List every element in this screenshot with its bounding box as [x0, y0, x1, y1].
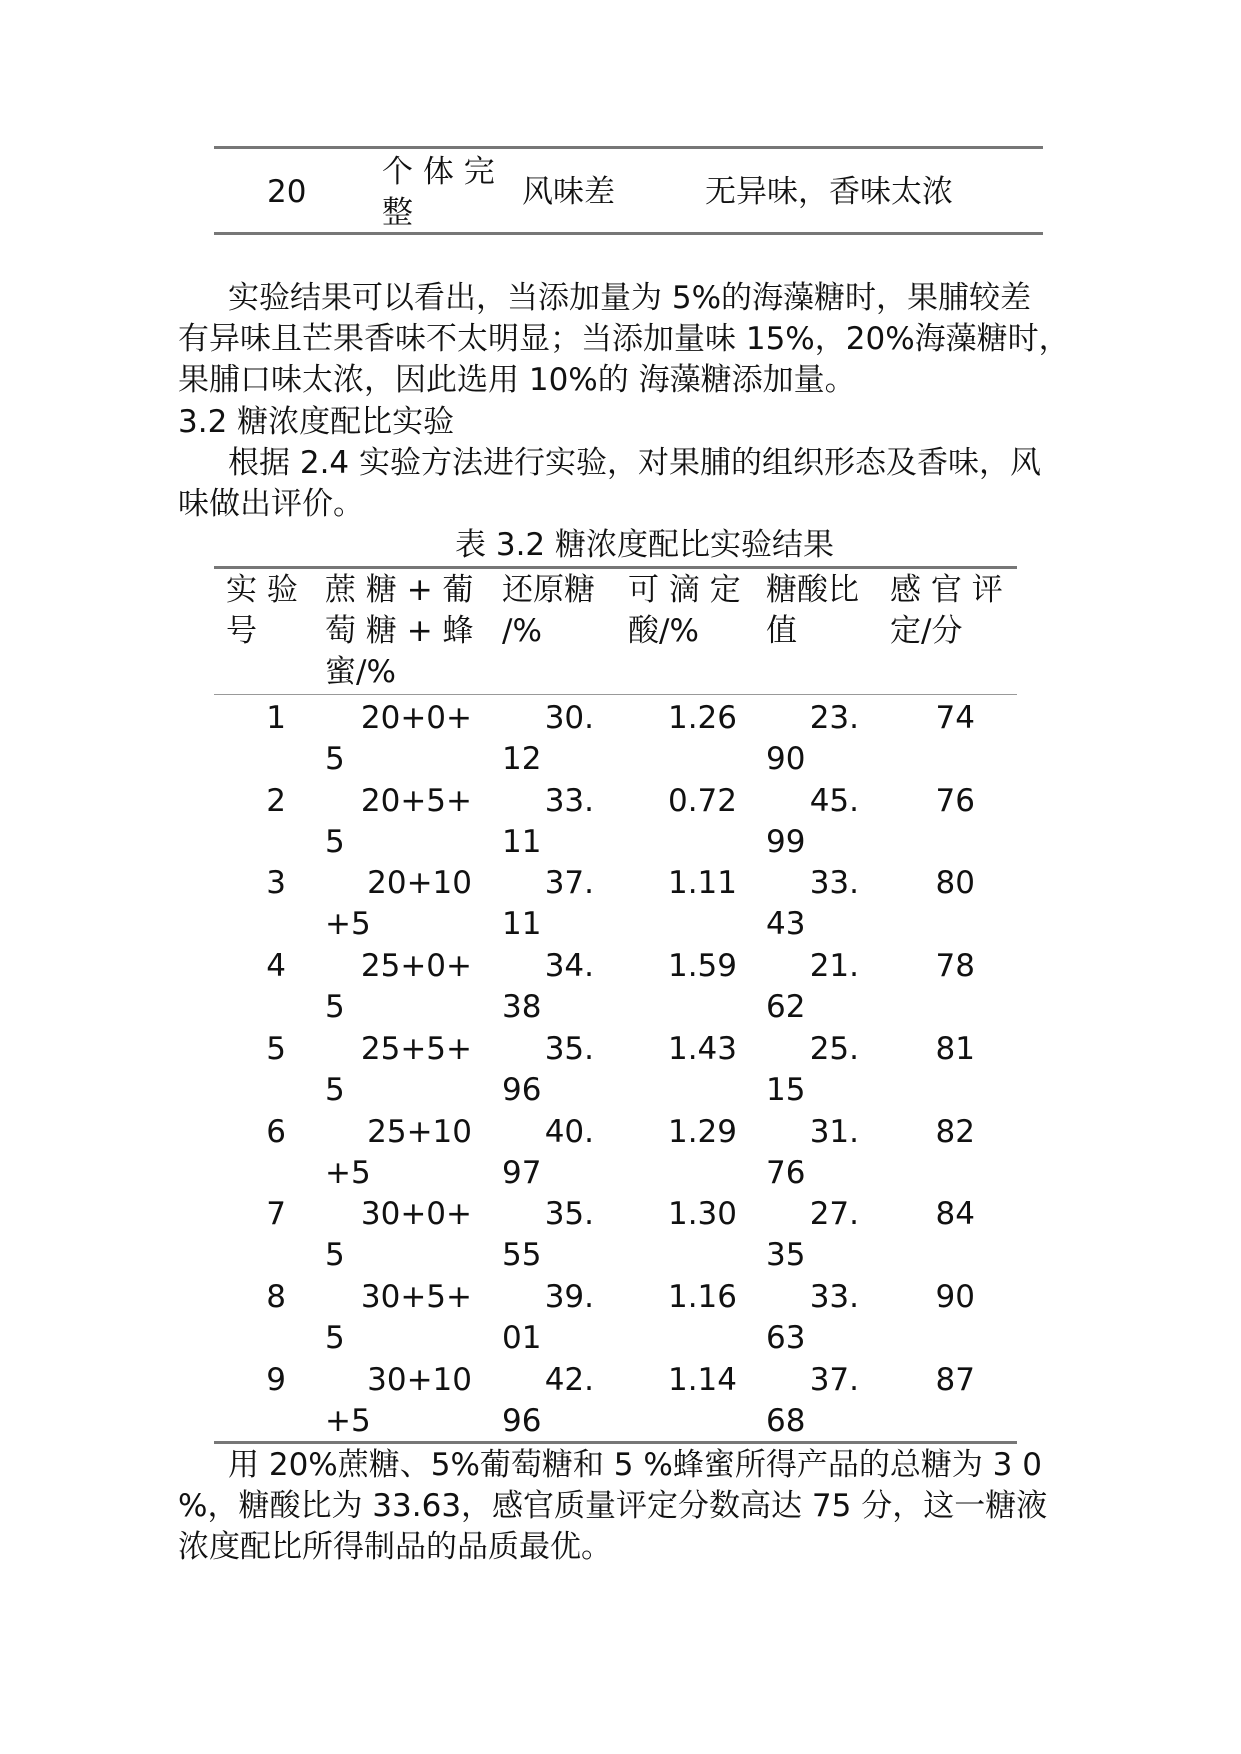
cell-sugar-acid-ratio: 45. [809, 782, 859, 819]
cell-sugar-acid-ratio-cont: 99 [766, 823, 806, 860]
header-ratio-1: 蔗 糖 + 葡 [325, 572, 474, 608]
cell-sugar-acid-ratio: 25. [809, 1030, 859, 1067]
top-table-cell-integrity-2: 整 [382, 195, 413, 231]
paragraph3-line-1: 用 20%蔗糖、5%葡萄糖和 5 %蜂蜜所得产品的总糖为 3 0 [228, 1447, 1042, 1483]
header-ratio-2: 萄 糖 + 蜂 [325, 613, 474, 649]
cell-sugar-ratio-cont: 5 [325, 1319, 345, 1356]
cell-sugar-ratio: 30+5+ [360, 1278, 472, 1315]
top-table-rule-top [214, 146, 1043, 149]
cell-sensory-score: 80 [935, 865, 975, 902]
cell-sensory-score: 78 [935, 948, 975, 985]
paragraph-method [178, 443, 1098, 525]
top-table-rule-bottom [214, 232, 1043, 235]
cell-sugar-ratio-cont: 5 [325, 1237, 345, 1274]
cell-sugar-ratio: 25+0+ [360, 948, 472, 985]
cell-sample-no: 2 [266, 782, 286, 819]
cell-reducing-sugar-cont: 38 [502, 989, 542, 1026]
cell-sample-no: 3 [266, 865, 286, 902]
paragraph1-line-1: 实验结果可以看出，当添加量为 5%的海藻糖时，果脯较差 [228, 280, 1032, 316]
cell-sugar-acid-ratio: 37. [809, 1361, 859, 1398]
cell-titratable-acid: 1.30 [667, 1196, 737, 1233]
cell-sugar-acid-ratio-cont: 76 [766, 1154, 806, 1191]
cell-sugar-ratio: 20+10 [367, 865, 472, 902]
top-table-cell-integrity-1: 个 体 完 [382, 154, 495, 190]
header-reducing-2: /% [502, 613, 542, 649]
cell-sugar-acid-ratio: 21. [809, 948, 859, 985]
header-no-1: 实 验 [226, 572, 298, 608]
cell-sugar-ratio-cont: 5 [325, 741, 345, 777]
cell-titratable-acid: 1.11 [667, 865, 737, 902]
cell-sugar-acid-ratio-cont: 62 [766, 989, 806, 1026]
cell-sugar-ratio: 30+0+ [360, 1196, 472, 1233]
paragraph-conclusion [178, 1445, 1098, 1568]
paragraph1-line-3: 果脯口味太浓，因此选用 10%的 海藻糖添加量。 [178, 362, 856, 398]
cell-reducing-sugar: 39. [544, 1278, 594, 1315]
cell-reducing-sugar: 33. [544, 782, 594, 819]
cell-reducing-sugar-cont: 96 [502, 1402, 542, 1439]
cell-sensory-score: 81 [935, 1030, 975, 1067]
cell-sugar-ratio-cont: +5 [325, 1154, 371, 1191]
cell-reducing-sugar-cont: 97 [502, 1154, 542, 1191]
cell-reducing-sugar-cont: 11 [502, 906, 542, 943]
cell-sample-no: 1 [266, 700, 286, 736]
cell-reducing-sugar: 35. [544, 1030, 594, 1067]
cell-sample-no: 9 [266, 1361, 286, 1398]
cell-sensory-score: 87 [935, 1361, 975, 1398]
cell-sugar-acid-ratio: 33. [809, 1278, 859, 1315]
cell-titratable-acid: 1.29 [667, 1113, 737, 1150]
cell-titratable-acid: 1.14 [667, 1361, 737, 1398]
cell-sample-no: 5 [266, 1030, 286, 1067]
cell-reducing-sugar-cont: 01 [502, 1319, 542, 1356]
cell-sugar-ratio-cont: +5 [325, 906, 371, 943]
cell-sugar-acid-ratio-cont: 15 [766, 1071, 806, 1108]
cell-sugar-acid-ratio-cont: 90 [766, 741, 806, 777]
cell-sugar-ratio: 25+5+ [360, 1030, 472, 1067]
cell-titratable-acid: 1.16 [667, 1278, 737, 1315]
header-sa-ratio-1: 糖酸比 [766, 572, 859, 608]
cell-sugar-acid-ratio: 27. [809, 1196, 859, 1233]
cell-sugar-ratio: 25+10 [367, 1113, 472, 1150]
cell-titratable-acid: 1.59 [667, 948, 737, 985]
section-heading: 3.2 糖浓度配比实验 [178, 404, 455, 440]
header-sa-ratio-2: 值 [766, 613, 797, 649]
cell-sample-no: 7 [266, 1196, 286, 1233]
cell-sugar-ratio-cont: +5 [325, 1402, 371, 1439]
top-table-cell-num: 20 [267, 174, 307, 210]
cell-sensory-score: 74 [935, 700, 975, 736]
paragraph2-line-2: 味做出评价。 [178, 486, 364, 522]
paragraph3-line-2: %，糖酸比为 33.63，感官质量评定分数高达 75 分，这一糖液 [178, 1488, 1048, 1524]
cell-titratable-acid: 1.43 [667, 1030, 737, 1067]
cell-sample-no: 6 [266, 1113, 286, 1150]
cell-reducing-sugar: 37. [544, 865, 594, 902]
cell-sugar-acid-ratio: 23. [809, 700, 859, 736]
cell-titratable-acid: 0.72 [667, 782, 737, 819]
cell-sugar-ratio-cont: 5 [325, 823, 345, 860]
cell-reducing-sugar: 35. [544, 1196, 594, 1233]
cell-sample-no: 8 [266, 1278, 286, 1315]
table-rule-mid [214, 694, 1017, 695]
cell-reducing-sugar-cont: 12 [502, 741, 542, 777]
cell-reducing-sugar-cont: 55 [502, 1237, 542, 1274]
cell-sugar-acid-ratio: 31. [809, 1113, 859, 1150]
cell-reducing-sugar: 42. [544, 1361, 594, 1398]
top-table-cell-aroma: 无异味，香味太浓 [705, 174, 953, 210]
table-caption: 表 3.2 糖浓度配比实验结果 [455, 527, 835, 563]
cell-sample-no: 4 [266, 948, 286, 985]
header-acid-1: 可 滴 定 [628, 572, 741, 608]
header-no-2: 号 [226, 613, 257, 649]
cell-sensory-score: 84 [935, 1196, 975, 1233]
cell-sensory-score: 82 [935, 1113, 975, 1150]
top-table-cell-flavor: 风味差 [522, 174, 615, 210]
cell-sugar-acid-ratio-cont: 43 [766, 906, 806, 943]
header-ratio-3: 蜜/% [325, 654, 396, 690]
header-score-1: 感 官 评 [890, 572, 1003, 608]
cell-reducing-sugar: 34. [544, 948, 594, 985]
table-rule-top [214, 566, 1017, 569]
header-reducing-1: 还原糖 [502, 572, 595, 608]
paragraph1-line-2: 有异味且芒果香味不太明显；当添加量味 15%，20%海藻糖时， [178, 321, 1070, 357]
cell-sugar-ratio: 20+0+ [360, 700, 472, 736]
cell-sensory-score: 76 [935, 782, 975, 819]
cell-sugar-acid-ratio-cont: 63 [766, 1319, 806, 1356]
cell-sugar-ratio-cont: 5 [325, 989, 345, 1026]
header-acid-2: 酸/% [628, 613, 699, 649]
cell-titratable-acid: 1.26 [667, 700, 737, 736]
cell-sugar-ratio: 30+10 [367, 1361, 472, 1398]
cell-reducing-sugar-cont: 11 [502, 823, 542, 860]
paragraph3-line-3: 浓度配比所得制品的品质最优。 [178, 1529, 612, 1565]
cell-reducing-sugar: 40. [544, 1113, 594, 1150]
cell-reducing-sugar: 30. [544, 700, 594, 736]
header-score-2: 定/分 [890, 613, 963, 649]
paragraph2-line-1: 根据 2.4 实验方法进行实验，对果脯的组织形态及香味，风 [228, 445, 1042, 481]
cell-sugar-acid-ratio: 33. [809, 865, 859, 902]
cell-sugar-ratio: 20+5+ [360, 782, 472, 819]
paragraph-results-trehalose [178, 278, 1098, 401]
cell-sugar-ratio-cont: 5 [325, 1071, 345, 1108]
cell-sugar-acid-ratio-cont: 68 [766, 1402, 806, 1439]
cell-sugar-acid-ratio-cont: 35 [766, 1237, 806, 1274]
table-rule-bottom [214, 1441, 1017, 1444]
cell-reducing-sugar-cont: 96 [502, 1071, 542, 1108]
cell-sensory-score: 90 [935, 1278, 975, 1315]
